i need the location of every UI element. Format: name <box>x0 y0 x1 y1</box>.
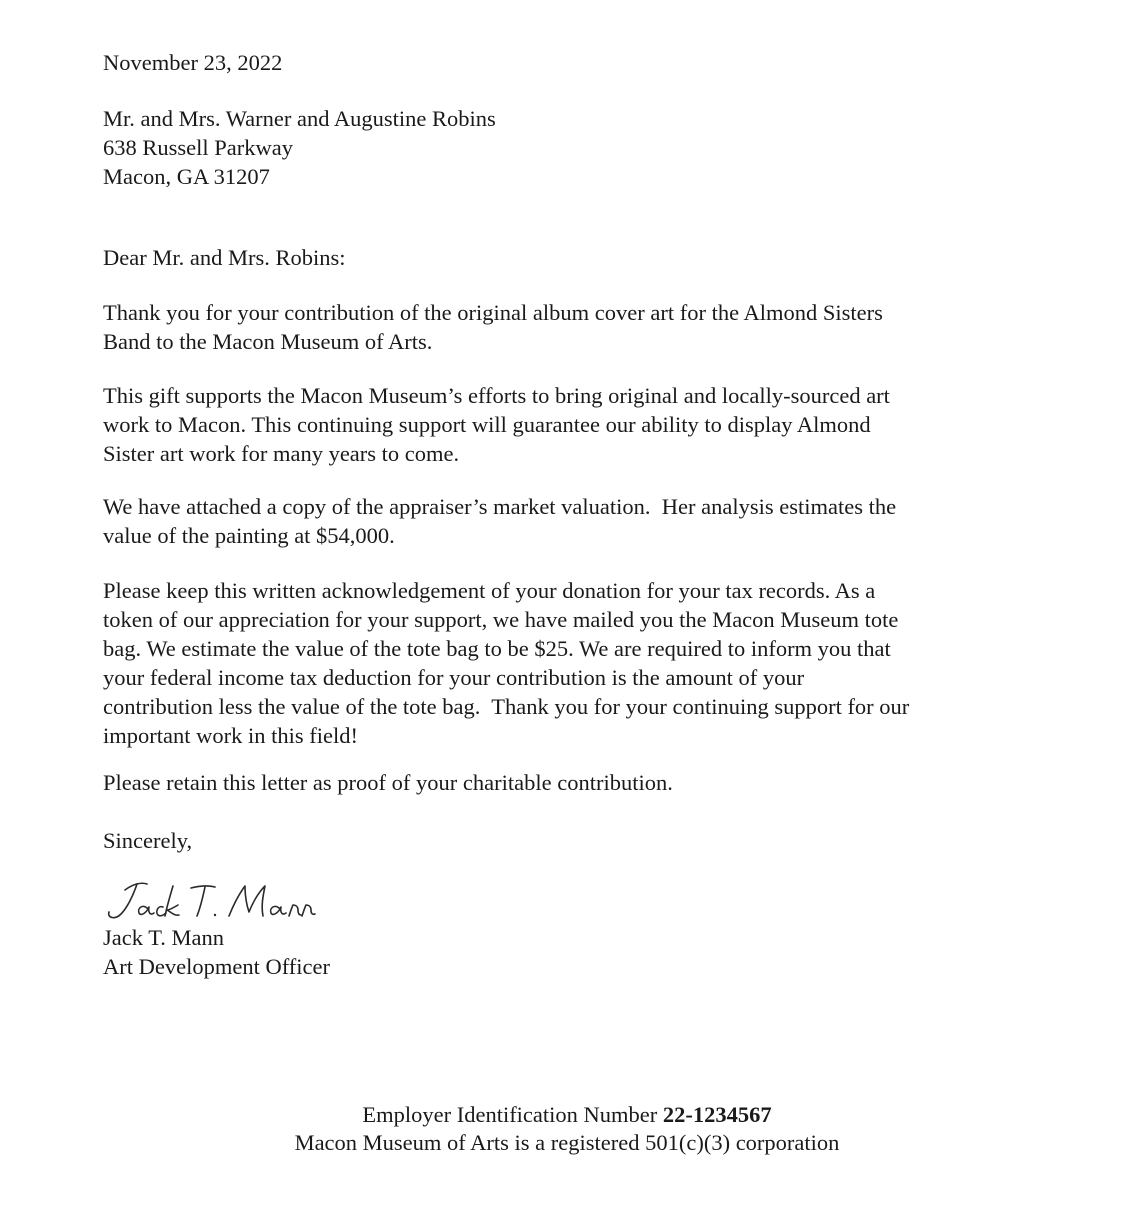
date-text: November 23, 2022 <box>103 50 283 75</box>
paragraph-line: token of our appreciation for your support, we have mailed you the Macon Museum tote <box>103 607 899 632</box>
paragraph-line: contribution less the value of the tote bag. Thank you for your continuing support for our <box>103 694 910 719</box>
paragraph-line: work to Macon. This continuing support will guarantee our ability to display Almond <box>103 412 871 437</box>
paragraph-line: bag. We estimate the value of the tote bag to be $25. We are required to inform you that <box>103 636 891 661</box>
signer-title: Art Development Officer <box>103 954 330 979</box>
paragraph-line: Sister art work for many years to come. <box>103 441 460 466</box>
signer-name: Jack T. Mann <box>103 925 225 950</box>
paragraph-line: your federal income tax deduction for your contribution is the amount of your <box>103 665 805 690</box>
paragraph-line: We have attached a copy of the appraiser’s market valuation. Her analysis estimates the <box>103 494 897 519</box>
paragraph-gift-support <box>103 381 983 468</box>
recipient-name: Mr. and Mrs. Warner and Augustine Robins <box>103 106 496 131</box>
recipient-street: 638 Russell Parkway <box>103 135 293 160</box>
recipient-address <box>103 104 983 191</box>
paragraph-line: This gift supports the Macon Museum’s efforts to bring original and locally-sourced art <box>103 383 890 408</box>
signer-block <box>103 923 983 981</box>
paragraph-line: Please keep this written acknowledgement of your donation for your tax records. As a <box>103 578 876 603</box>
footer-ein <box>0 1100 1134 1129</box>
signature-image <box>103 872 343 928</box>
paragraph-tax-records <box>103 576 983 750</box>
paragraph-line: Band to the Macon Museum of Arts. <box>103 329 433 354</box>
paragraph-line: Please retain this letter as proof of your charitable contribution. <box>103 770 673 795</box>
paragraph-line: important work in this field! <box>103 723 358 748</box>
paragraph-line: value of the painting at $54,000. <box>103 523 395 548</box>
salutation-text: Dear Mr. and Mrs. Robins: <box>103 245 346 270</box>
letter-date <box>103 48 983 77</box>
ein-value: 22-1234567 <box>662 1102 772 1127</box>
paragraph-line: Thank you for your contribution of the original album cover art for the Almond Sisters <box>103 300 883 325</box>
closing-text: Sincerely, <box>103 828 193 853</box>
ein-label: Employer Identification Number <box>362 1102 658 1127</box>
paragraph-valuation <box>103 492 983 550</box>
closing <box>103 826 983 855</box>
registration-text: Macon Museum of Arts is a registered 501(c)(3) corporation <box>294 1130 840 1155</box>
paragraph-retain-letter <box>103 768 983 797</box>
footer-registration <box>0 1128 1134 1157</box>
salutation <box>103 243 983 272</box>
recipient-city: Macon, GA 31207 <box>103 164 270 189</box>
paragraph-thank-you <box>103 298 983 356</box>
